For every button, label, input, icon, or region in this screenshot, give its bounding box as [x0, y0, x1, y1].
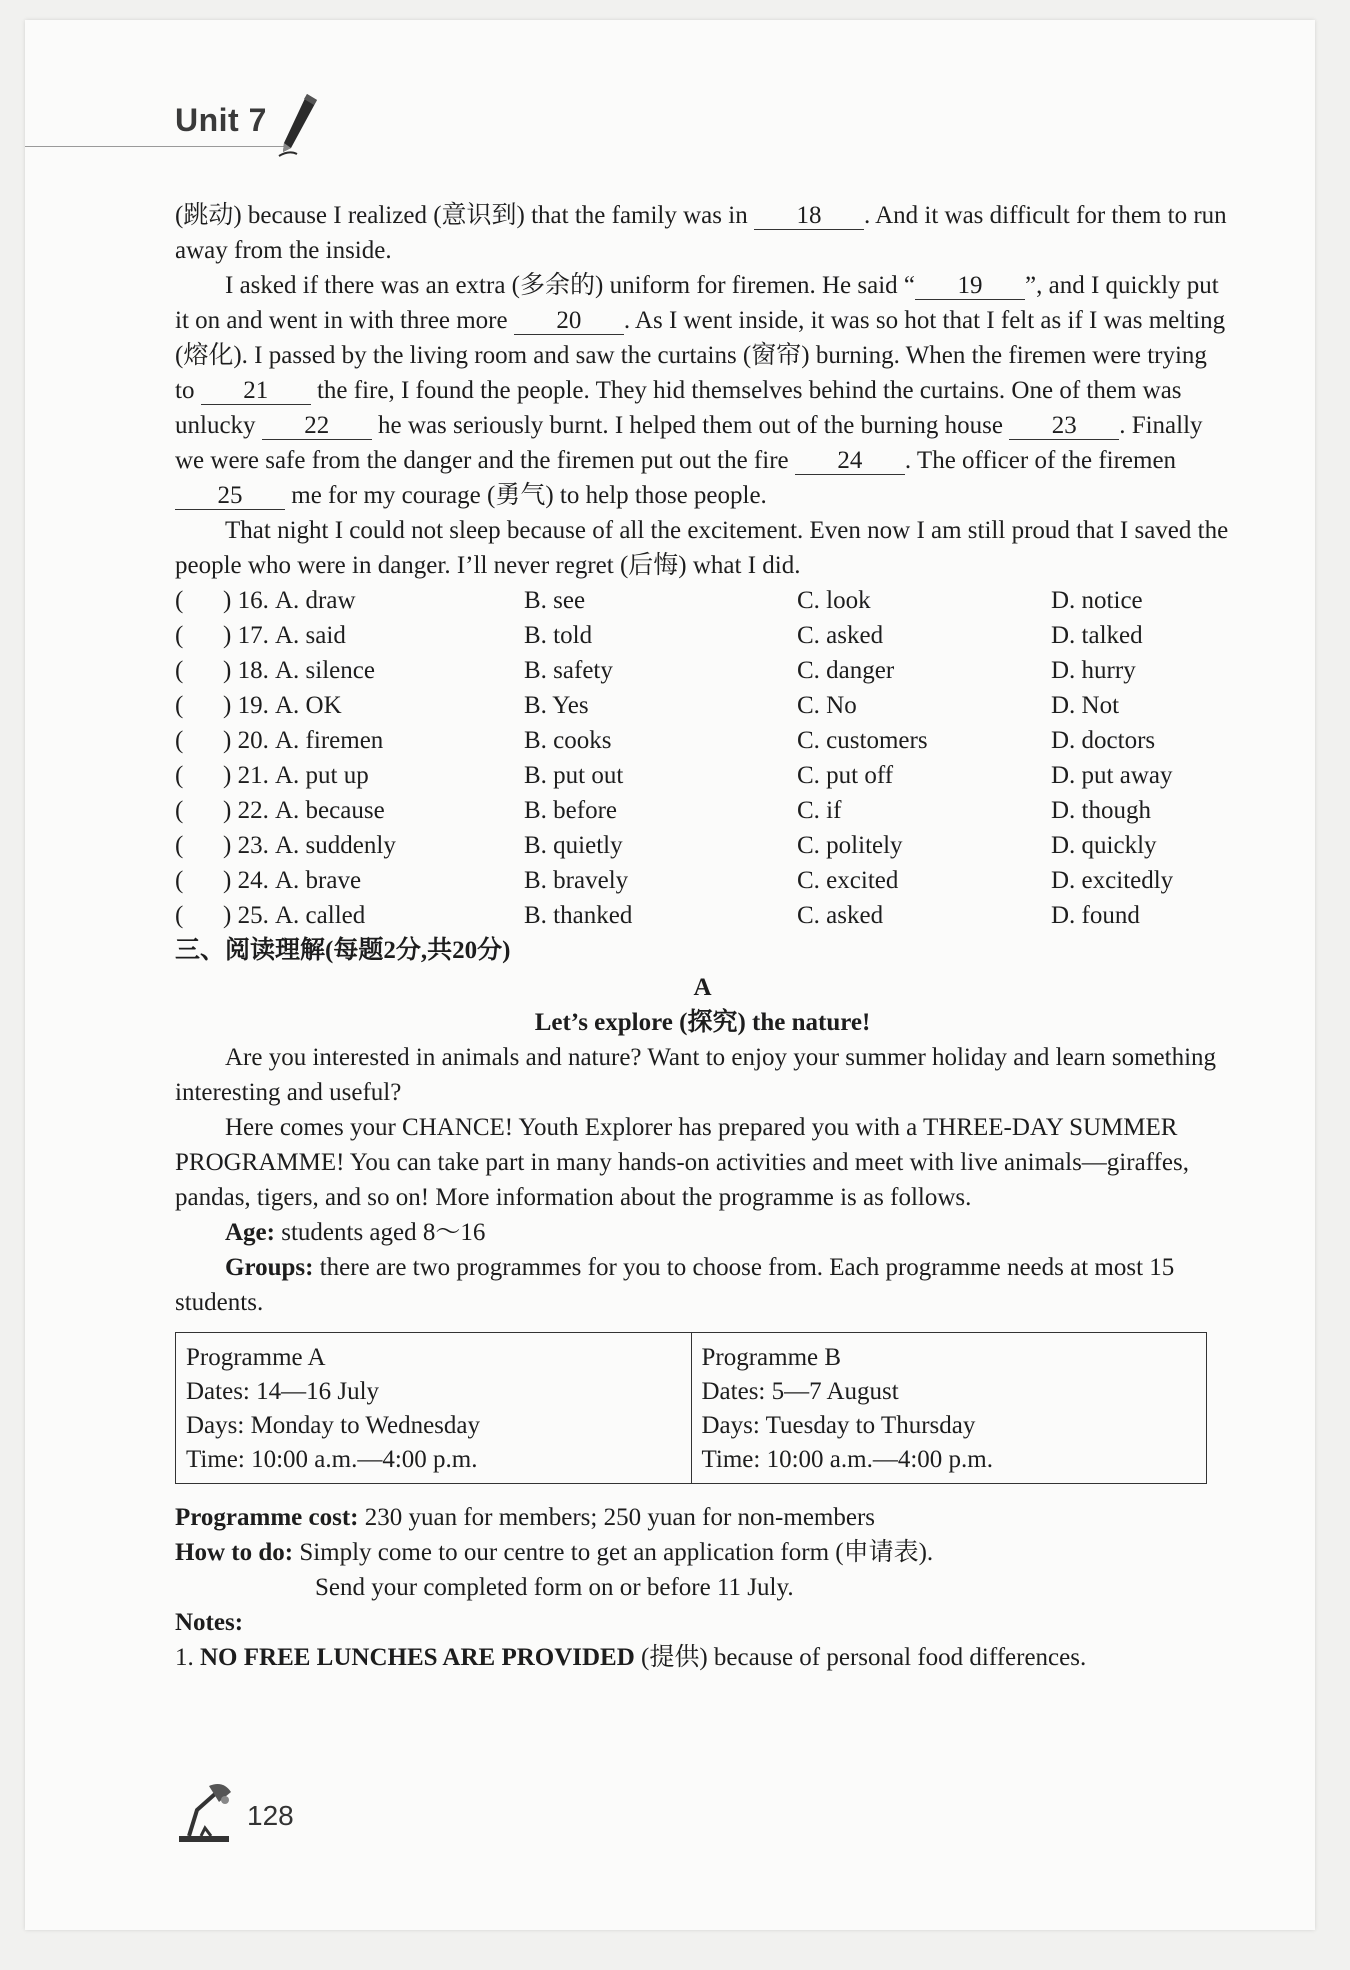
question-number: ) 20.	[223, 727, 269, 754]
passage-letter: A	[693, 974, 712, 1001]
option-d: D. Not	[1051, 692, 1120, 719]
answer-paren[interactable]: (	[175, 657, 184, 684]
option-a: A. because	[275, 797, 385, 824]
blank-20[interactable]: 20	[514, 307, 624, 335]
option-b: B. told	[524, 622, 593, 649]
blank-21[interactable]: 21	[201, 377, 311, 405]
how-line-2: Send your completed form on or before 11 July.	[315, 1574, 794, 1601]
option-c: C. customers	[797, 727, 928, 754]
answer-paren[interactable]: (	[175, 727, 184, 754]
option-d: D. quickly	[1051, 832, 1157, 859]
programme-b-dates: Dates: 5—7 August	[701, 1378, 899, 1405]
note-1-text: (提供) because of personal food differences.	[634, 1644, 1087, 1671]
groups-line	[175, 1250, 1230, 1320]
option-b: B. before	[524, 797, 618, 824]
question-number: ) 24.	[223, 867, 269, 894]
option-row	[175, 863, 1230, 898]
option-c: C. asked	[797, 622, 884, 649]
section-heading: 三、阅读理解(每题2分,共20分)	[175, 937, 511, 964]
answer-paren[interactable]: (	[175, 692, 184, 719]
how-text: Simply come to our centre to get an application form (申请表).	[293, 1539, 934, 1566]
cost-line	[175, 1500, 1230, 1535]
groups-label: Groups:	[225, 1254, 314, 1281]
option-c: C. look	[797, 587, 871, 614]
page-header	[25, 90, 625, 160]
option-row	[175, 653, 1230, 688]
answer-paren[interactable]: (	[175, 902, 184, 929]
option-b: B. put out	[524, 762, 624, 789]
pen-icon	[277, 90, 323, 160]
option-c: C. asked	[797, 902, 884, 929]
option-a: A. brave	[275, 867, 362, 894]
question-number: ) 16.	[223, 587, 269, 614]
option-row	[175, 758, 1230, 793]
passage-paragraph-2: I asked if there was an extra (多余的) uniform for firemen. He said “ 19 ”, and I quickly put it on and went in with three more 20 . As I went inside, it was so hot that I felt as if I was melting (熔化). I passed by the living room and saw the curtains (窗帘) burning. When the firemen were trying to 21 the fire, I found the people. They hid themselves behind the curtains. One of them was unlucky 22 he was seriously burnt. I helped them out of the burning house 23 . Finally we were safe from the danger and the firemen put out the fire 24 . The officer of the firemen 25 me for my courage (勇气) to help those people.	[175, 272, 1226, 509]
option-a: A. firemen	[275, 727, 384, 754]
note-1-number: 1.	[175, 1644, 200, 1671]
programme-b-time: Time: 10:00 a.m.—4:00 p.m.	[701, 1446, 993, 1473]
table-row	[176, 1333, 1207, 1484]
passage-paragraph-3: That night I could not sleep because of all the excitement. Even now I am still proud that I saved the people who were in danger. I’ll never regret (后悔) what I did.	[175, 517, 1229, 579]
option-c: C. politely	[797, 832, 903, 859]
option-row	[175, 898, 1230, 933]
blank-18[interactable]: 18	[754, 202, 864, 230]
option-a: A. suddenly	[275, 832, 396, 859]
passage-title: Let’s explore (探究) the nature!	[534, 1009, 871, 1036]
answer-paren[interactable]: (	[175, 622, 184, 649]
option-row	[175, 583, 1230, 618]
question-number: ) 19.	[223, 692, 269, 719]
option-a: A. silence	[275, 657, 375, 684]
reading-paragraph-2: Here comes your CHANCE! Youth Explorer has prepared you with a THREE-DAY SUMMER PROGRAMME! You can take part in many hands-on activities and meet with live animals—giraffes, pandas, tigers, and so on! More information about the programme is as follows.	[175, 1114, 1189, 1211]
notes-label: Notes:	[175, 1609, 244, 1636]
question-number: ) 22.	[223, 797, 269, 824]
programme-a-name: Programme A	[186, 1344, 326, 1371]
age-line	[175, 1215, 1230, 1250]
option-b: B. safety	[524, 657, 613, 684]
programme-a-cell	[176, 1333, 692, 1484]
option-a: A. draw	[275, 587, 356, 614]
cost-text: 230 yuan for members; 250 yuan for non-members	[358, 1504, 876, 1531]
option-c: C. excited	[797, 867, 899, 894]
option-b: B. bravely	[524, 867, 629, 894]
option-d: D. hurry	[1051, 657, 1136, 684]
answer-paren[interactable]: (	[175, 762, 184, 789]
option-b: B. Yes	[524, 692, 589, 719]
option-a: A. OK	[275, 692, 342, 719]
options-list	[175, 583, 1230, 933]
desk-lamp-icon	[175, 1780, 237, 1844]
unit-title: Unit 7	[175, 102, 267, 138]
programme-a-time: Time: 10:00 a.m.—4:00 p.m.	[186, 1446, 478, 1473]
option-a: A. called	[275, 902, 366, 929]
question-number: ) 17.	[223, 622, 269, 649]
option-row	[175, 618, 1230, 653]
age-text: students aged 8～16	[274, 1219, 486, 1246]
option-d: D. excitedly	[1051, 867, 1174, 894]
header-rule	[25, 146, 290, 147]
option-d: D. put away	[1051, 762, 1173, 789]
page-content	[175, 198, 1230, 1675]
note-1	[175, 1640, 1230, 1675]
option-row	[175, 793, 1230, 828]
question-number: ) 21.	[223, 762, 269, 789]
option-d: D. talked	[1051, 622, 1143, 649]
option-row	[175, 723, 1230, 758]
question-number: ) 25.	[223, 902, 269, 929]
option-b: B. thanked	[524, 902, 633, 929]
textbook-page	[25, 20, 1315, 1930]
blank-19[interactable]: 19	[915, 272, 1025, 300]
answer-paren[interactable]: (	[175, 832, 184, 859]
blank-22[interactable]: 22	[262, 412, 372, 440]
option-b: B. quietly	[524, 832, 623, 859]
option-c: C. No	[797, 692, 857, 719]
option-c: C. danger	[797, 657, 895, 684]
option-d: D. doctors	[1051, 727, 1156, 754]
cost-label: Programme cost:	[175, 1504, 359, 1531]
how-label: How to do:	[175, 1539, 294, 1566]
option-d: D. notice	[1051, 587, 1143, 614]
question-number: ) 23.	[223, 832, 269, 859]
page-number: 128	[247, 1800, 294, 1831]
question-number: ) 18.	[223, 657, 269, 684]
blank-25[interactable]: 25	[175, 482, 285, 510]
option-a: A. said	[275, 622, 346, 649]
how-line	[175, 1535, 1230, 1570]
passage-paragraph-1: (跳动) because I realized (意识到) that the family was in 18 . And it was difficult for them to run away from the inside.	[175, 202, 1227, 264]
programme-table	[175, 1332, 1207, 1484]
reading-paragraph-1: Are you interested in animals and nature? Want to enjoy your summer holiday and learn something interesting and useful?	[175, 1044, 1217, 1106]
option-d: D. though	[1051, 797, 1151, 824]
groups-text: there are two programmes for you to choose from. Each programme needs at most 15 students.	[175, 1254, 1175, 1316]
option-row	[175, 828, 1230, 863]
page-footer	[175, 1780, 475, 1850]
option-d: D. found	[1051, 902, 1140, 929]
age-label: Age:	[225, 1219, 275, 1246]
notes-heading	[175, 1605, 1230, 1640]
note-1-bold: NO FREE LUNCHES ARE PROVIDED	[200, 1644, 635, 1671]
option-b: B. cooks	[524, 727, 612, 754]
answer-paren[interactable]: (	[175, 587, 184, 614]
answer-paren[interactable]: (	[175, 797, 184, 824]
blank-24[interactable]: 24	[795, 447, 905, 475]
programme-b-name: Programme B	[701, 1344, 842, 1371]
option-row	[175, 688, 1230, 723]
programme-a-days: Days: Monday to Wednesday	[186, 1412, 481, 1439]
blank-23[interactable]: 23	[1009, 412, 1119, 440]
programme-b-cell	[691, 1333, 1207, 1484]
option-b: B. see	[524, 587, 586, 614]
programme-b-days: Days: Tuesday to Thursday	[701, 1412, 976, 1439]
option-c: C. put off	[797, 762, 894, 789]
option-c: C. if	[797, 797, 842, 824]
programme-a-dates: Dates: 14—16 July	[186, 1378, 380, 1405]
answer-paren[interactable]: (	[175, 867, 184, 894]
option-a: A. put up	[275, 762, 369, 789]
